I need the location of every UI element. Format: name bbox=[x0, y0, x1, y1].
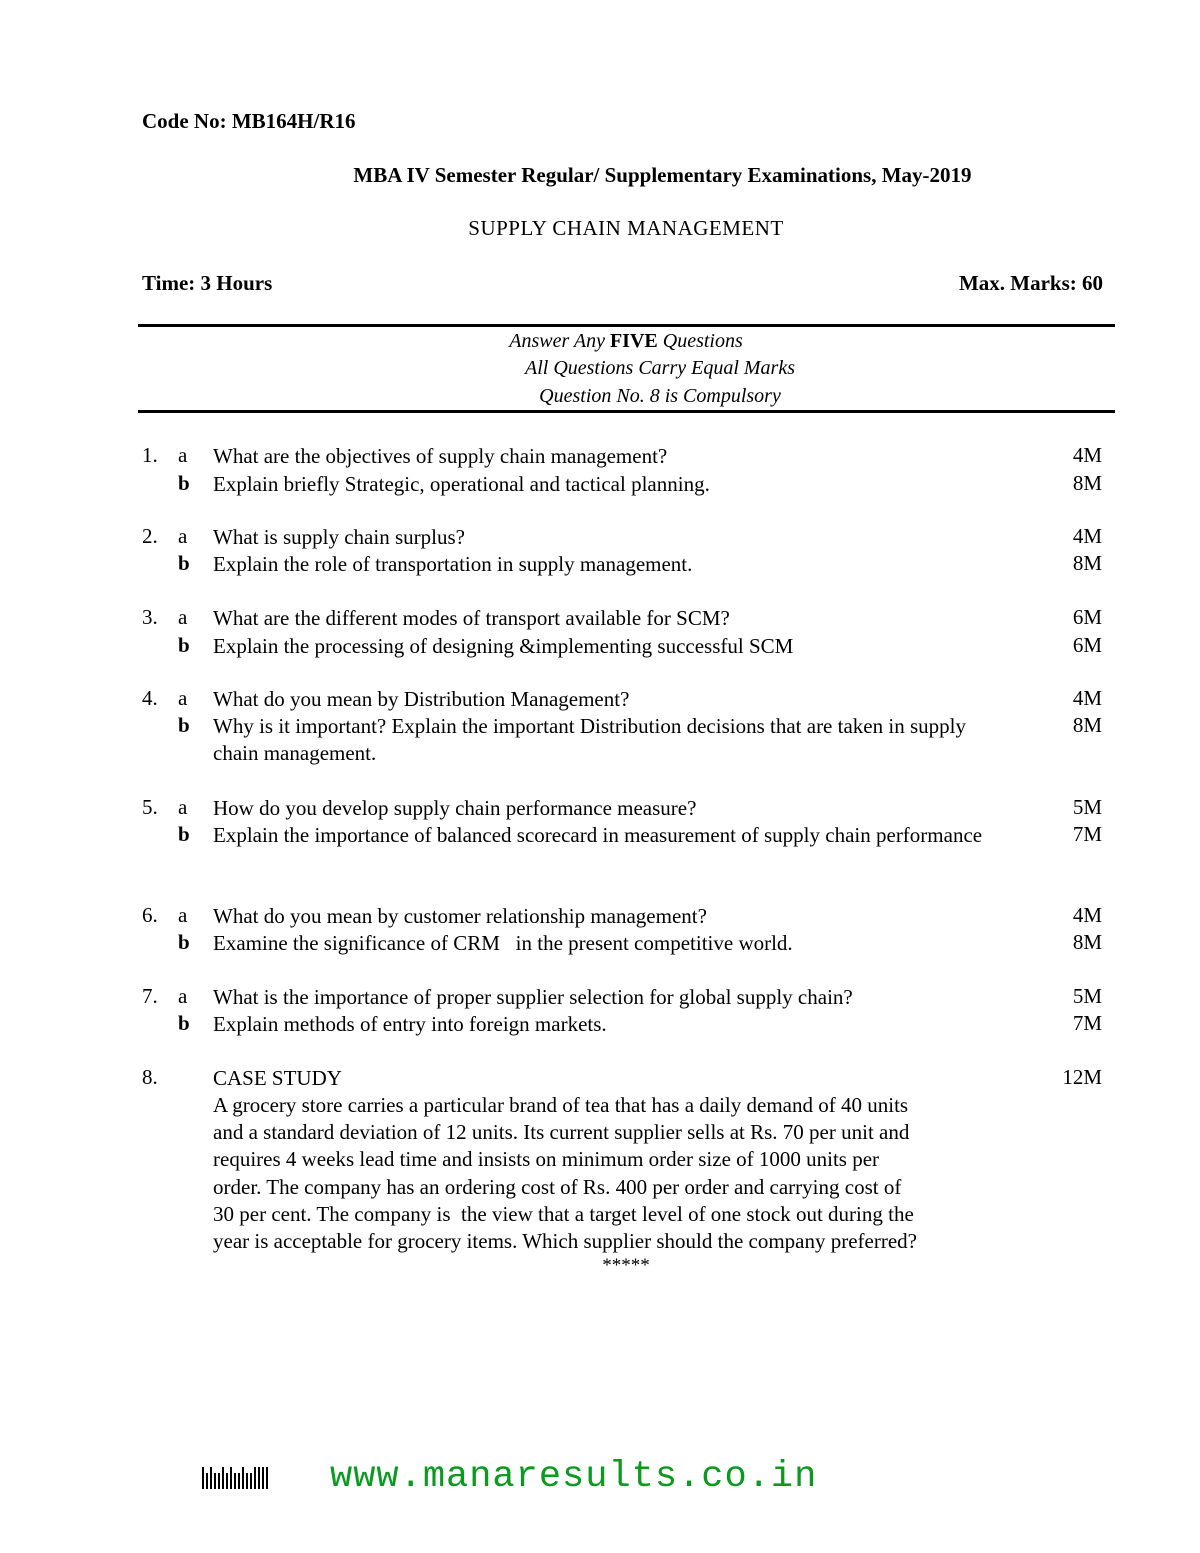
case-study-line: order. The company has an ordering cost of Rs. 400 per order and carrying cost of bbox=[213, 1174, 902, 1199]
case-study-body bbox=[213, 1092, 1013, 1255]
question-number: 3. bbox=[142, 605, 158, 629]
question-number: 7. bbox=[142, 984, 158, 1008]
question-marks: 8M bbox=[1072, 713, 1102, 737]
code-number: Code No: MB164H/R16 bbox=[142, 109, 356, 133]
question-marks: 7M bbox=[1072, 822, 1102, 846]
part-label: b bbox=[178, 471, 190, 495]
part-label: a bbox=[178, 524, 188, 548]
question-text: How do you develop supply chain performance measure? bbox=[213, 796, 697, 820]
question-text: Why is it important? Explain the important Distribution decisions that are taken in supply chain management. bbox=[213, 714, 966, 765]
part-label: a bbox=[178, 605, 188, 629]
end-marker: ***** bbox=[602, 1255, 650, 1276]
part-label: b bbox=[178, 1011, 190, 1035]
exam-time: Time: 3 Hours bbox=[142, 271, 273, 295]
part-label: a bbox=[178, 903, 188, 927]
question-text: What are the objectives of supply chain management? bbox=[213, 444, 668, 468]
part-label: b bbox=[178, 930, 190, 954]
question-number: 1. bbox=[142, 443, 158, 467]
question-number: 2. bbox=[142, 524, 158, 548]
part-label: b bbox=[178, 713, 190, 737]
question-marks: 6M bbox=[1072, 633, 1102, 657]
question-marks: 4M bbox=[1072, 443, 1102, 467]
case-study-line: A grocery store carries a particular brand of tea that has a daily demand of 40 units bbox=[213, 1093, 909, 1117]
part-label: b bbox=[178, 633, 190, 657]
case-study-line: 30 per cent. The company is the view that a target level of one stock out during the bbox=[213, 1201, 914, 1226]
part-label: a bbox=[178, 443, 188, 467]
case-study-title: CASE STUDY bbox=[213, 1066, 342, 1090]
exam-title: MBA IV Semester Regular/ Supplementary Examinations, May-2019 bbox=[353, 163, 972, 187]
question-marks: 8M bbox=[1072, 551, 1102, 575]
question-number: 6. bbox=[142, 903, 158, 927]
question-text: Examine the significance of CRM in the present competitive world. bbox=[213, 931, 793, 955]
question-text: Explain the processing of designing &implementing successful SCM bbox=[213, 634, 794, 658]
question-marks: 8M bbox=[1072, 471, 1102, 495]
question-text: Explain briefly Strategic, operational and tactical planning. bbox=[213, 472, 710, 496]
case-study-line: year is acceptable for grocery items. Which supplier should the company preferred? bbox=[213, 1229, 917, 1254]
question-text: What is supply chain surplus? bbox=[213, 525, 465, 549]
question-marks: 8M bbox=[1072, 930, 1102, 954]
question-marks: 12M bbox=[1062, 1065, 1102, 1089]
case-study-line: and a standard deviation of 12 units. Its current supplier sells at Rs. 70 per unit and bbox=[213, 1120, 910, 1145]
part-label: a bbox=[178, 795, 188, 819]
question-text: Explain the importance of balanced scorecard in measurement of supply chain performance bbox=[213, 823, 983, 847]
question-number: 4. bbox=[142, 686, 158, 710]
instruction-equal-marks: All Questions Carry Equal Marks bbox=[525, 357, 795, 379]
question-text: What are the different modes of transport available for SCM? bbox=[213, 606, 730, 630]
question-text: What do you mean by Distribution Management? bbox=[213, 687, 630, 711]
question-marks: 4M bbox=[1072, 903, 1102, 927]
question-number: 8. bbox=[142, 1065, 158, 1089]
question-marks: 6M bbox=[1072, 605, 1102, 629]
barcode-icon bbox=[202, 1467, 268, 1489]
question-marks: 4M bbox=[1072, 524, 1102, 548]
subject-title: SUPPLY CHAIN MANAGEMENT bbox=[468, 216, 784, 240]
question-text: What is the importance of proper supplier selection for global supply chain? bbox=[213, 985, 853, 1009]
instruction-answer-five: Answer Any FIVE Questions bbox=[509, 330, 743, 352]
question-text: Explain methods of entry into foreign markets. bbox=[213, 1012, 607, 1036]
top-divider bbox=[138, 324, 1115, 327]
question-text: Explain the role of transportation in supply management. bbox=[213, 552, 693, 576]
part-label: a bbox=[178, 984, 188, 1008]
max-marks: Max. Marks: 60 bbox=[958, 271, 1103, 295]
part-label: a bbox=[178, 686, 188, 710]
instruction-compulsory: Question No. 8 is Compulsory bbox=[539, 385, 781, 407]
question-marks: 7M bbox=[1072, 1011, 1102, 1035]
bottom-divider bbox=[138, 410, 1115, 413]
question-number: 5. bbox=[142, 795, 158, 819]
question-text: What do you mean by customer relationship management? bbox=[213, 904, 707, 928]
question-marks: 5M bbox=[1072, 795, 1102, 819]
website-link[interactable]: www.manaresults.co.in bbox=[330, 1456, 818, 1498]
case-study-line: requires 4 weeks lead time and insists on minimum order size of 1000 units per bbox=[213, 1147, 880, 1172]
part-label: b bbox=[178, 551, 190, 575]
question-marks: 4M bbox=[1072, 686, 1102, 710]
part-label: b bbox=[178, 822, 190, 846]
question-marks: 5M bbox=[1072, 984, 1102, 1008]
